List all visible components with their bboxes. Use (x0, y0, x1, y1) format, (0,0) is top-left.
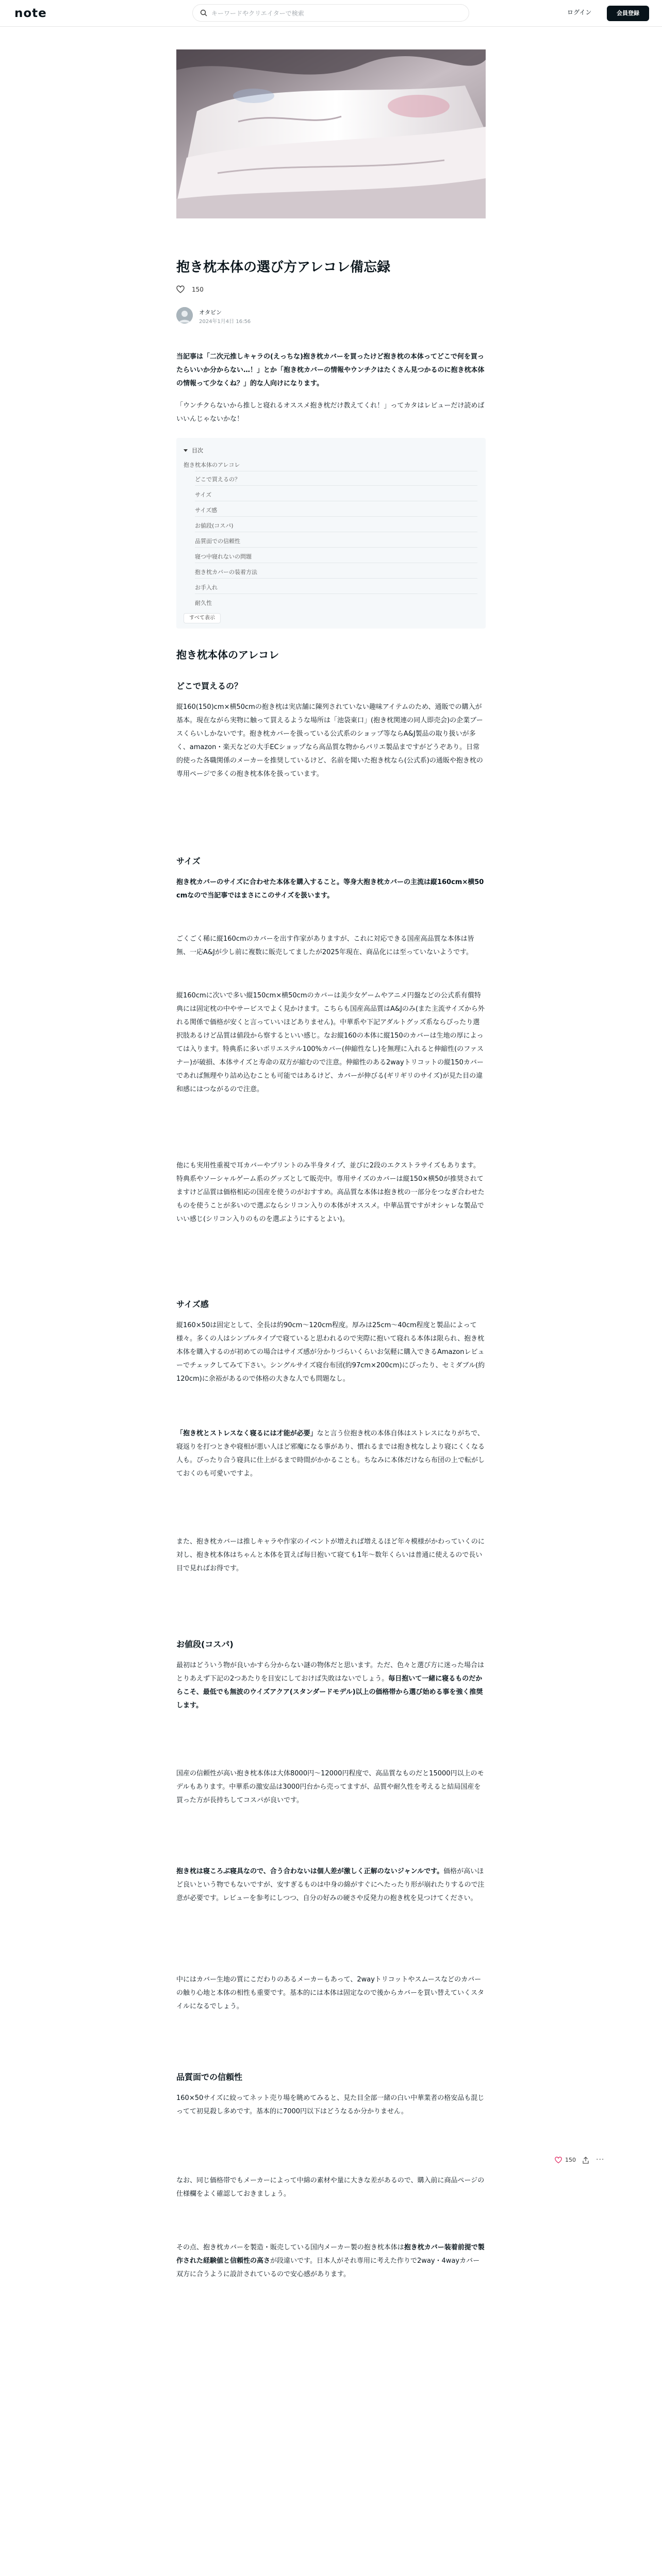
intro-paragraph (176, 350, 486, 391)
toc-toggle[interactable] (184, 446, 203, 454)
size-bold-paragraph (176, 876, 486, 903)
feel-paragraph-3: また、抱き枕カバーは推しキャラや作家のイベントが増えれば増えるほど年々模様がかわっていくのに対し、抱き枕本体はちゃんと本体を買えば毎日抱いて寝ても1年〜数年くらいは普通に使えるので長い目で見ればお得です。 (176, 1538, 485, 1572)
size-paragraph-2: 縦160cmに次いで多い縦150cm×横50cmのカバーは美少女ゲームやアニメ円盤などの公式系有償特典には固定枕の中やサービスでよく見かけます。こちらも国産高品質はA&Jのみ(また主流サイズから外れる関係で価格が安くと言っていいほどありません)。中華系や下記アダルトグッズ系ならぴったり選択肢あるけど品質は値段から察するといい感じ。なお縦160の本体に縦150のカバーは生地の厚によっては入ります。特典系に多いポリエステル100%カバー(伸縮性なし)を無理に入れると伸縮性(のファスナー)が破損、本体サイズと寿命の双方が縮むので注意。伸縮性のある2wayトリコットの縦150カバーであれば無理やり詰め込むことも可能ではあるけど、カバーが伸びる(ギリギリのサイズ)が見た目の違和感にはつながるので注意。 (176, 992, 485, 1093)
heart-icon[interactable] (176, 285, 185, 294)
section-heading-main: 抱き枕本体のアレコレ (176, 649, 279, 661)
heart-icon[interactable] (555, 2157, 562, 2164)
size-paragraph-1: ごくごく稀に縦160cmのカバーを出す作家がありますが、これに対応できる国産高品質な本体は皆無、一応A&Jが少し前に複数に販売してましたが2025年現在、商品化には至っていないようです。 (176, 935, 474, 956)
intro-bold: 当記事は「二次元推しキャラの(えっちな)抱き枕カバーを買ったけど抱き枕の本体ってどこで何を買ったらいいか分からない…！」とか「抱き枕カバーの情報やウンチクはたくさん見つかるのに抱き枕本体の情報って少なくね？」的な人向けになります。 (176, 353, 485, 387)
article-title: 抱き枕本体の選び方アレコレ備忘録 (176, 260, 390, 275)
signup-button[interactable]: 会員登録 (607, 6, 649, 21)
price-paragraph-3 (176, 1865, 486, 1905)
toc-item[interactable]: サイズ (195, 492, 212, 498)
site-header (0, 0, 662, 27)
price-text-1: 最初はどういう物が良いかすら分からない謎の物体だと思います。ただ、色々と選び方に迷った場合はとりあえず下記の2つあたりを目安にしておけば失敗はないでしょう。 (176, 1662, 484, 1683)
chevron-down-icon (184, 449, 188, 452)
feel-text: なと言う位抱き枕の本体自体はストレスになりがちで、寝返りを打つときや寝相が悪い人ほど邪魔になる事があり、慣れるまでは抱き枕なしより寝にくくなる人も。ぴったり合う寝具に仕上がるまで時間がかかることも。ちなみに本体だけなら布団の上で転がしておくのも可愛いですよ。 (176, 1430, 485, 1478)
search-icon (200, 9, 207, 16)
more-options-icon[interactable]: ··· (596, 2156, 605, 2164)
section-heading-feel: サイズ感 (176, 1299, 209, 1309)
quality-text-4: が段違いです。日本人がそれ専用に考えた作りで2way・4wayカバー双方に合うように設計されているので安心感があります。 (176, 2257, 480, 2278)
quality-bold: 抱き枕カバー装着前提で製作された経験値と信頼性の高さ (176, 2244, 485, 2265)
price-text-3: 価格が高いほど良いという物でもないですが、安すぎるものは中身の綿がすぐにへたったり形が崩れたりするので注意が必要です。レビューを参考にしつつ、自分の好みの硬さや反発力の抱き枕を見つけてください。 (176, 1868, 485, 1902)
hero-image (176, 49, 486, 218)
size-bold-text: 抱き枕カバーのサイズに合わせた本体を購入すること。等身大抱き枕カバーの主流は縦160cm×横50cmなので当記事ではまさにこのサイズを扱います。 (176, 878, 484, 900)
search-box[interactable] (192, 4, 469, 22)
toc-item[interactable]: 抱き枕カバーの装着方法 (195, 569, 257, 575)
feel-bold-text: 「抱き枕とストレスなく寝るには才能が必要」 (176, 1430, 317, 1437)
intro-paragraph-2: 「ウンチクらないから推しと寝れるオススメ抱き枕だけ教えてくれ！」ってカタはレビューだけ読めばいいんじゃないかな！ (176, 402, 485, 423)
toc-item[interactable]: サイズ感 (195, 507, 218, 514)
floating-like-count: 150 (565, 2157, 576, 2163)
like-count: 150 (192, 286, 204, 293)
toc-divider (195, 516, 477, 517)
price-paragraph-4: 中にはカバー生地の質にこだわりのあるメーカーもあって、2wayトリコットやスムースなどのカバーの触り心地と本体の相性も重要です。基本的には本体は固定なので後からカバーを買い替えていくスタイルになるでしょう。 (176, 1976, 484, 2010)
price-bold-1: 毎日抱いて一緒に寝るものだからこそ、最低でも無波のウイズアクア(スタンダードモデル)以上の価格帯から選び始める事を強く推奨します。 (176, 1675, 483, 1709)
feel-paragraph-2 (176, 1427, 486, 1481)
toc-item[interactable]: どこで買えるの？ (195, 476, 240, 483)
toc-show-all-button[interactable]: すべて表示 (184, 613, 221, 623)
quality-paragraph-3 (176, 2241, 486, 2281)
where-paragraph: 縦160(150)cm×横50cmの抱き枕は実店舗に陳列されていない趣味アイテムのため、通販での購入が基本。現在ながら実物に触って買えるような場所は「池袋東口」(抱き枕関連の同人即売会)の企業ブースくらいしかないです。抱き枕カバーを扱っている公式系のショップ等ならA&J製品の取り扱いが多く、amazon・楽天などの大手ECショップなら高品質な物からバリエ製品まですがどうぞあり。日常的使った各職関係のメーカーを推奨しているけど、名前を聞いた抱き枕なら(公式系)の通販や抱き枕の専用ページで多くの抱き枕本体を扱っています。 (176, 703, 483, 778)
section-heading-where: どこで買えるの？ (176, 681, 243, 691)
section-heading-price: お値段(コスパ) (176, 1639, 234, 1649)
post-date: 2024年1月4日 16:56 (199, 319, 251, 325)
author-info (176, 306, 486, 325)
toc-item[interactable]: 品質面での信頼性 (195, 538, 240, 545)
size-paragraph-3: 他にも実用性重視で耳カバーやプリントのみ半身タイプ、並びに2段のエクストラサイズもあります。特典系やソーシャルゲーム系のグッズとして販売中。専用サイズのカバーは縦150×横50が推奨されてますけど品質は価格相応の国産を使うのがおすすめ。高品質な本体は抱き枕の一部分をつなぎ合わせたものを使うことが多いので選ぶならシリコン入りの本体がオススメ。中華品質ですがオシャレな製品でいい感じ(シリコン入りのものを選ぶようにするとよい)。 (176, 1162, 485, 1223)
table-of-contents (176, 438, 486, 629)
quality-paragraph-2: なお、同じ価格帯でもメーカーによって中綿の素材や量に大きな差があるので、購入前に商品ページの仕様欄をよく確認しておきましょう。 (176, 2177, 485, 2198)
avatar-icon (176, 307, 193, 324)
search-input[interactable] (211, 8, 459, 19)
login-link[interactable]: ログイン (567, 9, 592, 16)
toc-divider (195, 547, 477, 548)
section-heading-quality: 品質面での信頼性 (176, 2072, 243, 2082)
price-paragraph-1 (176, 1659, 486, 1713)
author-name[interactable]: オタビン (199, 309, 222, 316)
toc-item[interactable]: お値段(コスパ) (195, 522, 234, 529)
quality-text-3: その点、抱き枕カバーを製造・販売している国内メーカー製の抱き枕本体は (176, 2244, 404, 2251)
section-heading-size: サイズ (176, 856, 201, 866)
quality-paragraph-1: 160×50サイズに絞ってネット売り場を眺めてみると、見た目全部一緒の白い中華業者の格安品も混じってて初見殺し多めです。基本的に7000円以下はどうなるか分かりません。 (176, 2094, 485, 2115)
floating-action-bar (555, 2156, 617, 2166)
note-logo[interactable]: note (14, 7, 47, 20)
toc-divider (195, 578, 477, 579)
toc-item[interactable]: 抱き枕本体のアレコレ (184, 462, 240, 468)
toc-item[interactable]: お手入れ (195, 584, 218, 591)
price-paragraph-2: 国産の信頼性が高い抱き枕本体は大体8000円〜12000円程度で、高品質なものだと15000円以上のモデルもあります。中華系の激安品は3000円台から売ってますが、品質や耐久性を考えると結局国産を買った方が長持ちしてコスパが良いです。 (176, 1770, 484, 1804)
share-icon[interactable] (582, 2156, 590, 2164)
toc-item[interactable]: 寝つ中寝れないの問題 (195, 553, 252, 560)
feel-paragraph-1: 縦160×50は固定として、全長は約90cm〜120cm程度。厚みは25cm〜40cm程度と製品によって様々。多くの人はシンプルタイプで寝ていると思われるので実際に抱いて寝れる本体は限られ、抱き枕本体を購入するのが初めての場合はサイズ感が分かりづらいくらいお気軽に購入できるAmazonレビューでチェックしてみて下さい。シングルサイズ寝台布団(約97cm×200cm)にぴったり、セミダブル(約120cm)に余裕があるので体格の大きな人でも問題なし。 (176, 1321, 485, 1383)
toc-item[interactable]: 耐久性 (195, 600, 212, 606)
toc-heading: 目次 (192, 447, 203, 454)
price-bold-2: 抱き枕は寝ころぶ寝具なので、合う合わないは個人差が激しく正解のないジャンルです。 (176, 1868, 444, 1875)
author-avatar[interactable] (176, 307, 193, 324)
pillow-photo (176, 49, 486, 218)
toc-divider (195, 485, 477, 486)
